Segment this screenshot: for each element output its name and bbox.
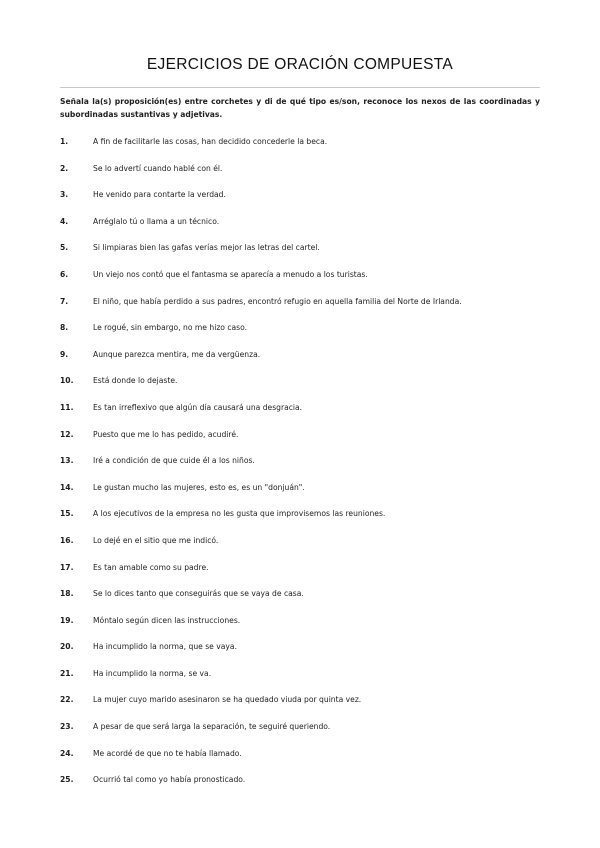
exercise-sentence: Ocurrió tal como yo había pronosticado.	[93, 775, 246, 785]
exercise-number: 22.	[60, 695, 74, 705]
exercise-sentence: Es tan irreflexivo que algún día causará una desgracia.	[93, 402, 303, 412]
exercise-item	[60, 136, 540, 163]
exercise-item	[60, 508, 540, 535]
exercise-sentence: Le rogué, sin embargo, no me hizo caso.	[93, 323, 248, 333]
exercise-sentence: Aunque parezca mentira, me da vergüenza.	[93, 349, 261, 359]
exercise-item	[60, 482, 540, 509]
exercise-number: 12.	[60, 429, 74, 439]
exercise-item	[60, 668, 540, 695]
exercise-sentence: Ha incumplido la norma, se va.	[93, 668, 212, 678]
exercise-sentence: Un viejo nos contó que el fantasma se aparecía a menudo a los turistas.	[93, 269, 368, 279]
exercise-item	[60, 535, 540, 562]
exercise-number: 1.	[60, 137, 69, 146]
exercise-number: 11.	[60, 402, 74, 412]
title-divider	[60, 87, 540, 88]
exercise-item	[60, 641, 540, 668]
exercise-item	[60, 296, 540, 323]
exercise-item	[60, 163, 540, 190]
exercise-sentence: He venido para contarte la verdad.	[93, 190, 226, 200]
exercise-sentence: Ha incumplido la norma, que se vaya.	[93, 642, 237, 652]
exercise-sentence: El niño, que había perdido a sus padres, encontró refugio en aquella familia del Norte de Irlanda.	[93, 296, 462, 306]
exercise-sentence: Está donde lo dejaste.	[93, 376, 178, 386]
exercise-number: 24.	[60, 748, 74, 758]
exercise-item	[60, 455, 540, 482]
exercise-item	[60, 429, 540, 456]
exercise-item	[60, 242, 540, 269]
exercise-sentence: A los ejecutivos de la empresa no les gusta que improvisemos las reuniones.	[93, 509, 386, 519]
exercise-number: 13.	[60, 456, 74, 466]
exercise-number: 23.	[60, 722, 74, 732]
exercise-item	[60, 375, 540, 402]
instructions-paragraph: Señala la(s) proposición(es) entre corchetes y di de qué tipo es/son, reconoce los nexos de las coordinadas y subordinadas sustantivas y adjetivas.	[60, 97, 540, 119]
exercise-sentence: Móntalo según dicen las instrucciones.	[93, 615, 241, 625]
exercise-sentence: Es tan amable como su padre.	[93, 562, 209, 572]
exercise-item	[60, 216, 540, 243]
exercise-number: 10.	[60, 376, 74, 386]
exercise-item	[60, 615, 540, 642]
exercise-item	[60, 588, 540, 615]
exercise-number: 18.	[60, 589, 74, 599]
exercise-number: 25.	[60, 775, 74, 785]
exercise-sentence: Le gustan mucho las mujeres, esto es, es un "donjuán".	[93, 482, 305, 492]
exercise-number: 4.	[60, 216, 69, 226]
exercise-number: 19.	[60, 615, 74, 625]
exercise-sentence: Iré a condición de que cuide él a los niños.	[93, 456, 255, 466]
exercise-item	[60, 748, 540, 775]
exercise-item	[60, 349, 540, 376]
exercise-sentence: Se lo dices tanto que conseguirás que se vaya de casa.	[93, 589, 304, 599]
exercise-list	[60, 136, 540, 801]
exercise-number: 2.	[60, 163, 69, 173]
exercise-item	[60, 774, 540, 801]
exercise-sentence: Si limpiaras bien las gafas verías mejor las letras del cartel.	[93, 243, 320, 253]
exercise-sentence: Me acordé de que no te había llamado.	[93, 748, 242, 758]
exercise-number: 3.	[60, 190, 69, 200]
exercise-sentence: Se lo advertí cuando hablé con él.	[93, 163, 223, 173]
exercise-sentence: Arréglalo tú o llama a un técnico.	[93, 216, 220, 226]
exercise-sentence: La mujer cuyo marido asesinaron se ha quedado viuda por quinta vez.	[93, 695, 362, 705]
page-title: EJERCICIOS DE ORACIÓN COMPUESTA	[146, 56, 454, 73]
exercise-item	[60, 322, 540, 349]
exercise-number: 9.	[60, 349, 69, 359]
exercise-number: 14.	[60, 482, 74, 492]
exercise-number: 6.	[60, 269, 69, 279]
exercise-number: 15.	[60, 509, 74, 519]
exercise-sentence: Lo dejé en el sitio que me indicó.	[93, 535, 219, 545]
exercise-number: 21.	[60, 668, 74, 678]
exercise-sentence: Puesto que me lo has pedido, acudiré.	[93, 429, 239, 439]
exercise-number: 16.	[60, 535, 74, 545]
exercise-item	[60, 189, 540, 216]
exercise-number: 7.	[60, 296, 69, 306]
exercise-number: 5.	[60, 243, 69, 253]
exercise-item	[60, 562, 540, 589]
exercise-sentence: A pesar de que será larga la separación, te seguiré queriendo.	[93, 722, 331, 732]
exercise-item	[60, 269, 540, 296]
exercise-number: 17.	[60, 562, 74, 572]
exercise-sentence: A fin de facilitarle las cosas, han decidido concederle la beca.	[93, 137, 328, 146]
exercise-number: 8.	[60, 323, 69, 333]
exercise-number: 20.	[60, 642, 74, 652]
exercise-item	[60, 721, 540, 748]
exercise-item	[60, 694, 540, 721]
exercise-item	[60, 402, 540, 429]
